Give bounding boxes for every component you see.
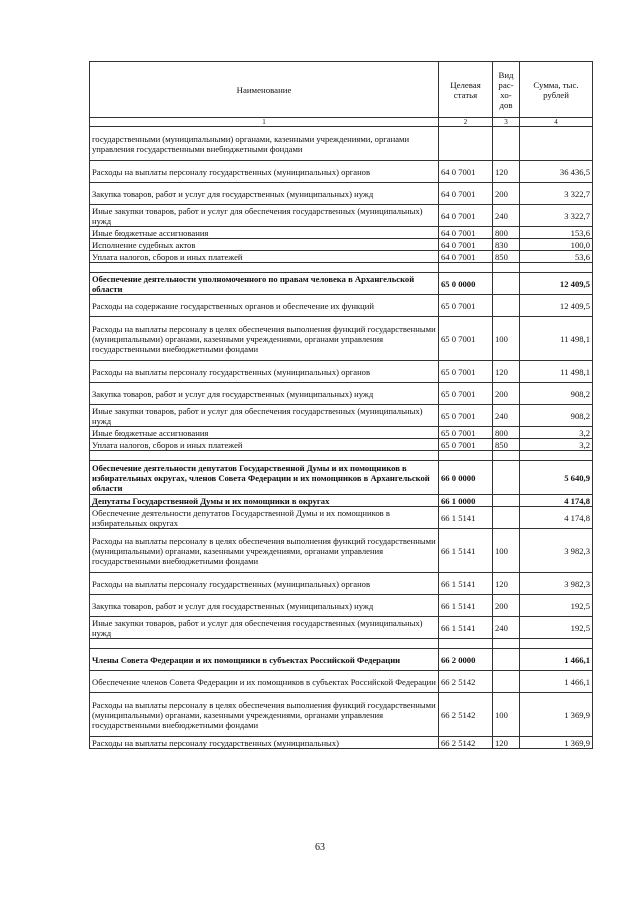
- row-expense-type: [493, 671, 520, 693]
- row-amount: 100,0: [520, 239, 593, 251]
- row-expense-type: 120: [493, 737, 520, 749]
- row-target-article: 65 0 7001: [439, 439, 493, 451]
- row-target-article: 66 1 5141: [439, 507, 493, 529]
- section-row: [90, 649, 593, 671]
- empty-cell: [90, 639, 439, 649]
- row-name: Уплата налогов, сборов и иных платежей: [90, 439, 439, 451]
- row-amount: 53,6: [520, 251, 593, 263]
- row-expense-type: 200: [493, 595, 520, 617]
- row-expense-type: 100: [493, 529, 520, 573]
- row-name: Иные закупки товаров, работ и услуг для обеспечения государственных (муниципальных) нужд: [90, 405, 439, 427]
- row-expense-type: 120: [493, 573, 520, 595]
- section-row: [90, 461, 593, 495]
- row-expense-type: [493, 461, 520, 495]
- table-row: [90, 361, 593, 383]
- row-target-article: 66 0 0000: [439, 461, 493, 495]
- row-expense-type: 100: [493, 317, 520, 361]
- row-expense-type: 100: [493, 693, 520, 737]
- table-row: [90, 595, 593, 617]
- empty-cell: [439, 451, 493, 461]
- row-expense-type: 830: [493, 239, 520, 251]
- row-amount: 4 174,8: [520, 507, 593, 529]
- row-target-article: 64 0 7001: [439, 227, 493, 239]
- row-name: Расходы на содержание государственных органов и обеспечение их функций: [90, 295, 439, 317]
- table-row: [90, 507, 593, 529]
- row-amount: 5 640,9: [520, 461, 593, 495]
- row-name: государственными (муниципальными) органами, казенными учреждениями, органами управления государственными внебюджетными фондами: [90, 127, 439, 161]
- row-name: Расходы на выплаты персоналу государственных (муниципальных) органов: [90, 161, 439, 183]
- row-target-article: 66 1 5141: [439, 529, 493, 573]
- row-target-article: 65 0 7001: [439, 405, 493, 427]
- empty-cell: [493, 263, 520, 273]
- row-expense-type: 240: [493, 405, 520, 427]
- column-number: 3: [493, 118, 520, 127]
- table-row: [90, 693, 593, 737]
- row-amount: 3 322,7: [520, 205, 593, 227]
- row-target-article: 65 0 7001: [439, 427, 493, 439]
- header-target-article: Целевая статья: [439, 62, 493, 118]
- column-number: 2: [439, 118, 493, 127]
- row-amount: 11 498,1: [520, 361, 593, 383]
- table-row: [90, 239, 593, 251]
- row-amount: 153,6: [520, 227, 593, 239]
- row-amount: 192,5: [520, 617, 593, 639]
- row-amount: 1 369,9: [520, 693, 593, 737]
- row-name: Иные бюджетные ассигнования: [90, 227, 439, 239]
- header-name: Наименование: [90, 62, 439, 118]
- empty-cell: [493, 639, 520, 649]
- page-number: 63: [315, 842, 325, 853]
- budget-table: [89, 61, 593, 749]
- table-row: [90, 529, 593, 573]
- row-amount: 3 982,3: [520, 529, 593, 573]
- row-amount: 1 466,1: [520, 671, 593, 693]
- row-expense-type: 200: [493, 183, 520, 205]
- row-target-article: 66 2 5142: [439, 671, 493, 693]
- header-expense-type: Вид рас-хо-дов: [493, 62, 520, 118]
- table-row: [90, 205, 593, 227]
- section-row: [90, 273, 593, 295]
- row-target-article: 66 1 5141: [439, 573, 493, 595]
- row-expense-type: [493, 507, 520, 529]
- row-name: Обеспечение членов Совета Федерации и их помощников в субъектах Российской Федерации: [90, 671, 439, 693]
- table-row: [90, 617, 593, 639]
- table-row: [90, 427, 593, 439]
- table-row: [90, 671, 593, 693]
- row-target-article: 66 2 5142: [439, 693, 493, 737]
- empty-cell: [493, 451, 520, 461]
- table-row: [90, 251, 593, 263]
- row-expense-type: [493, 649, 520, 671]
- header-amount: Сумма, тыс. рублей: [520, 62, 593, 118]
- column-number: 4: [520, 118, 593, 127]
- table-row: [90, 405, 593, 427]
- row-name: Уплата налогов, сборов и иных платежей: [90, 251, 439, 263]
- row-name: Депутаты Государственной Думы и их помощники в округах: [90, 495, 439, 507]
- row-target-article: 66 2 5142: [439, 737, 493, 749]
- row-expense-type: 850: [493, 251, 520, 263]
- empty-cell: [90, 263, 439, 273]
- row-target-article: 66 1 5141: [439, 595, 493, 617]
- row-target-article: 64 0 7001: [439, 251, 493, 263]
- row-expense-type: 800: [493, 227, 520, 239]
- table-row: [90, 161, 593, 183]
- row-expense-type: [493, 495, 520, 507]
- table-row: [90, 127, 593, 161]
- row-name: Расходы на выплаты персоналу в целях обеспечения выполнения функций государственными (муниципальными) органами, казенными учреждениями, органами управления государственными внебюджетными фондами: [90, 529, 439, 573]
- table-row: [90, 439, 593, 451]
- row-name: Обеспечение деятельности депутатов Государственной Думы и их помощников в избирательных округах, членов Совета Федерации и их помощников в Архангельской области: [90, 461, 439, 495]
- row-target-article: [439, 127, 493, 161]
- row-target-article: 64 0 7001: [439, 205, 493, 227]
- row-amount: 12 409,5: [520, 273, 593, 295]
- row-name: Члены Совета Федерации и их помощники в субъектах Российской Федерации: [90, 649, 439, 671]
- row-expense-type: [493, 295, 520, 317]
- row-amount: 908,2: [520, 383, 593, 405]
- row-amount: 3 982,3: [520, 573, 593, 595]
- row-expense-type: [493, 127, 520, 161]
- row-target-article: 64 0 7001: [439, 161, 493, 183]
- row-amount: 11 498,1: [520, 317, 593, 361]
- table-body: [90, 127, 593, 749]
- row-amount: 36 436,5: [520, 161, 593, 183]
- spacer-row: [90, 451, 593, 461]
- row-expense-type: 120: [493, 161, 520, 183]
- row-name: Расходы на выплаты персоналу в целях обеспечения выполнения функций государственными (муниципальными) органами, казенными учреждениями, органами управления государственными внебюджетными фондами: [90, 693, 439, 737]
- row-name: Расходы на выплаты персоналу государственных (муниципальных) органов: [90, 361, 439, 383]
- row-expense-type: [493, 273, 520, 295]
- row-amount: 3,2: [520, 427, 593, 439]
- row-target-article: 64 0 7001: [439, 183, 493, 205]
- row-amount: 1 466,1: [520, 649, 593, 671]
- spacer-row: [90, 263, 593, 273]
- empty-cell: [439, 263, 493, 273]
- column-number: 1: [90, 118, 439, 127]
- row-name: Расходы на выплаты персоналу государственных (муниципальных): [90, 737, 439, 749]
- spacer-row: [90, 639, 593, 649]
- empty-cell: [439, 639, 493, 649]
- table-row: [90, 737, 593, 749]
- row-expense-type: 200: [493, 383, 520, 405]
- row-amount: 3,2: [520, 439, 593, 451]
- row-target-article: 65 0 7001: [439, 383, 493, 405]
- row-amount: [520, 127, 593, 161]
- row-name: Иные бюджетные ассигнования: [90, 427, 439, 439]
- row-amount: 12 409,5: [520, 295, 593, 317]
- row-target-article: 65 0 7001: [439, 361, 493, 383]
- row-name: Закупка товаров, работ и услуг для государственных (муниципальных) нужд: [90, 595, 439, 617]
- empty-cell: [520, 639, 593, 649]
- row-target-article: 65 0 7001: [439, 317, 493, 361]
- row-name: Закупка товаров, работ и услуг для государственных (муниципальных) нужд: [90, 383, 439, 405]
- row-amount: 3 322,7: [520, 183, 593, 205]
- row-amount: 4 174,8: [520, 495, 593, 507]
- row-target-article: 66 2 0000: [439, 649, 493, 671]
- row-target-article: 65 0 7001: [439, 295, 493, 317]
- row-expense-type: 850: [493, 439, 520, 451]
- section-row: [90, 495, 593, 507]
- table-row: [90, 227, 593, 239]
- row-target-article: 66 1 5141: [439, 617, 493, 639]
- table-row: [90, 317, 593, 361]
- row-target-article: 65 0 0000: [439, 273, 493, 295]
- row-amount: 908,2: [520, 405, 593, 427]
- row-name: Расходы на выплаты персоналу в целях обеспечения выполнения функций государственными (муниципальными) органами, казенными учреждениями, органами управления государственными внебюджетными фондами: [90, 317, 439, 361]
- row-expense-type: 240: [493, 205, 520, 227]
- row-target-article: 66 1 0000: [439, 495, 493, 507]
- table-row: [90, 383, 593, 405]
- row-name: Иные закупки товаров, работ и услуг для обеспечения государственных (муниципальных) нужд: [90, 205, 439, 227]
- row-expense-type: 240: [493, 617, 520, 639]
- row-name: Расходы на выплаты персоналу государственных (муниципальных) органов: [90, 573, 439, 595]
- row-amount: 192,5: [520, 595, 593, 617]
- table-row: [90, 573, 593, 595]
- row-amount: 1 369,9: [520, 737, 593, 749]
- row-expense-type: 120: [493, 361, 520, 383]
- row-name: Закупка товаров, работ и услуг для государственных (муниципальных) нужд: [90, 183, 439, 205]
- row-name: Обеспечение деятельности уполномоченного по правам человека в Архангельской области: [90, 273, 439, 295]
- empty-cell: [520, 451, 593, 461]
- row-name: Обеспечение деятельности депутатов Государственной Думы и их помощников в избирательных округах: [90, 507, 439, 529]
- row-name: Исполнение судебных актов: [90, 239, 439, 251]
- table-row: [90, 183, 593, 205]
- empty-cell: [520, 263, 593, 273]
- row-name: Иные закупки товаров, работ и услуг для обеспечения государственных (муниципальных) нужд: [90, 617, 439, 639]
- empty-cell: [90, 451, 439, 461]
- table-row: [90, 295, 593, 317]
- row-target-article: 64 0 7001: [439, 239, 493, 251]
- row-expense-type: 800: [493, 427, 520, 439]
